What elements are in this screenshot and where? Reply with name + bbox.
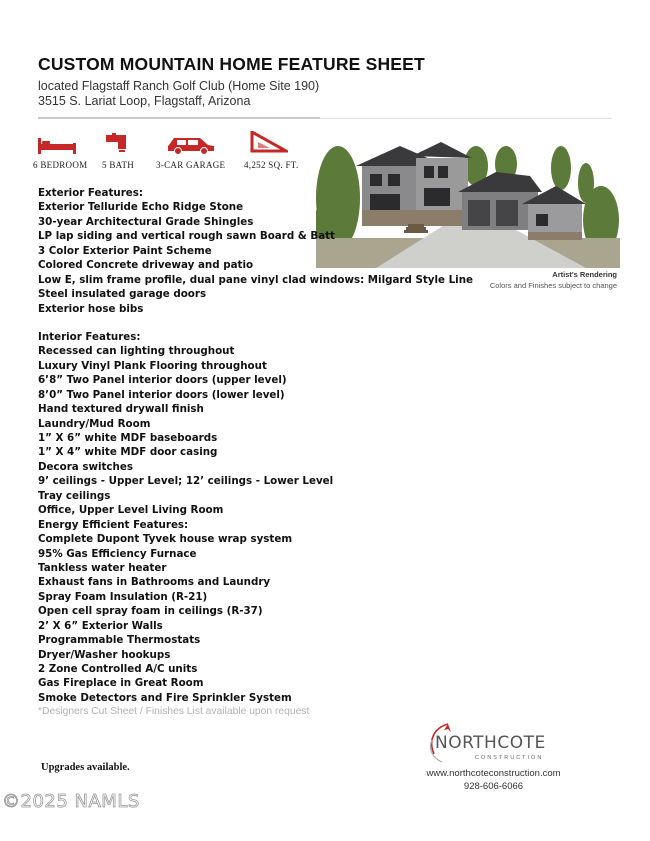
- spec-square-feet: 4,252 SQ. FT.: [244, 160, 299, 170]
- list-item: Dryer/Washer hookups: [38, 648, 171, 661]
- spec-garage: 3-CAR GARAGE: [156, 160, 226, 170]
- list-item: 30-year Architectural Grade Shingles: [38, 215, 254, 228]
- list-item: Office, Upper Level Living Room: [38, 504, 224, 517]
- list-item: Programmable Thermostats: [38, 634, 201, 647]
- list-item: LP lap siding and vertical rough sawn Board & Batt: [38, 230, 335, 243]
- list-item: Gas Fireplace in Great Room: [38, 677, 204, 690]
- list-item: 2’ X 6” Exterior Walls: [38, 619, 163, 632]
- list-item: Exterior hose bibs: [38, 302, 144, 315]
- interior-heading: Interior Features:: [38, 330, 141, 343]
- list-item: Spray Foam Insulation (R-21): [38, 590, 208, 603]
- energy-heading: Energy Efficient Features:: [38, 518, 189, 531]
- triangle-ruler-icon: [250, 131, 288, 153]
- list-item: Decora switches: [38, 460, 133, 473]
- list-item: Tankless water heater: [38, 561, 167, 574]
- list-item: Recessed can lighting throughout: [38, 345, 235, 358]
- brand-name: NORTHCOTE: [435, 733, 546, 753]
- list-item: Colored Concrete driveway and patio: [38, 259, 254, 272]
- upgrades-note: Upgrades available.: [41, 762, 130, 773]
- list-item: 8’0” Two Panel interior doors (lower level): [38, 388, 285, 401]
- list-item: Exterior Telluride Echo Ridge Stone: [38, 201, 244, 214]
- list-item: 9’ ceilings - Upper Level; 12’ ceilings - Lower Level: [38, 475, 334, 488]
- faucet-icon: [104, 133, 132, 155]
- list-item: Exhaust fans in Bathrooms and Laundry: [38, 576, 271, 589]
- list-item: Luxury Vinyl Plank Flooring throughout: [38, 359, 267, 372]
- bed-icon: [38, 136, 76, 154]
- list-item: Hand textured drywall finish: [38, 403, 204, 416]
- phone-number: 928-606-6066: [463, 781, 524, 792]
- list-item: Tray ceilings: [38, 489, 111, 502]
- spec-baths: 5 BATH: [102, 160, 135, 170]
- brand-subtitle: CONSTRUCTION: [475, 755, 544, 761]
- list-item: 6’8” Two Panel interior doors (upper level): [38, 374, 287, 387]
- section-spacer: [38, 316, 478, 330]
- list-item: 3 Color Exterior Paint Scheme: [38, 244, 212, 257]
- list-item: Complete Dupont Tyvek house wrap system: [38, 533, 293, 546]
- website-link[interactable]: www.northcoteconstruction.com: [426, 768, 561, 779]
- address-line: 3515 S. Lariat Loop, Flagstaff, Arizona: [38, 94, 251, 108]
- copyright-watermark: ©2025 NAMLS: [2, 791, 140, 812]
- list-item: Open cell spray foam in ceilings (R-37): [38, 605, 263, 618]
- list-item: Low E, slim frame profile, dual pane vinyl clad windows: Milgard Style Line: [38, 273, 474, 286]
- list-item: Laundry/Mud Room: [38, 417, 151, 430]
- page-title: CUSTOM MOUNTAIN HOME FEATURE SHEET: [38, 54, 425, 74]
- header-divider-accent: [38, 117, 320, 119]
- list-item: Smoke Detectors and Fire Sprinkler System: [38, 691, 292, 704]
- rendering-note: Colors and Finishes subject to change: [489, 281, 617, 290]
- location-line: located Flagstaff Ranch Golf Club (Home Site 190): [38, 79, 320, 93]
- car-icon: [166, 135, 216, 155]
- feature-list: [38, 186, 478, 720]
- list-item: Steel insulated garage doors: [38, 288, 207, 301]
- list-item: 2 Zone Controlled A/C units: [38, 663, 198, 675]
- rendering-caption: Artist's Rendering: [552, 270, 617, 279]
- finishes-note: *Designers Cut Sheet / Finishes List available upon request: [38, 706, 310, 718]
- list-item: 95% Gas Efficiency Furnace: [38, 547, 197, 560]
- spec-bedrooms: 6 BEDROOM: [33, 160, 88, 170]
- list-item: 1” X 4” white MDF door casing: [38, 446, 218, 459]
- exterior-heading: Exterior Features:: [38, 187, 144, 199]
- list-item: 1” X 6” white MDF baseboards: [38, 432, 218, 444]
